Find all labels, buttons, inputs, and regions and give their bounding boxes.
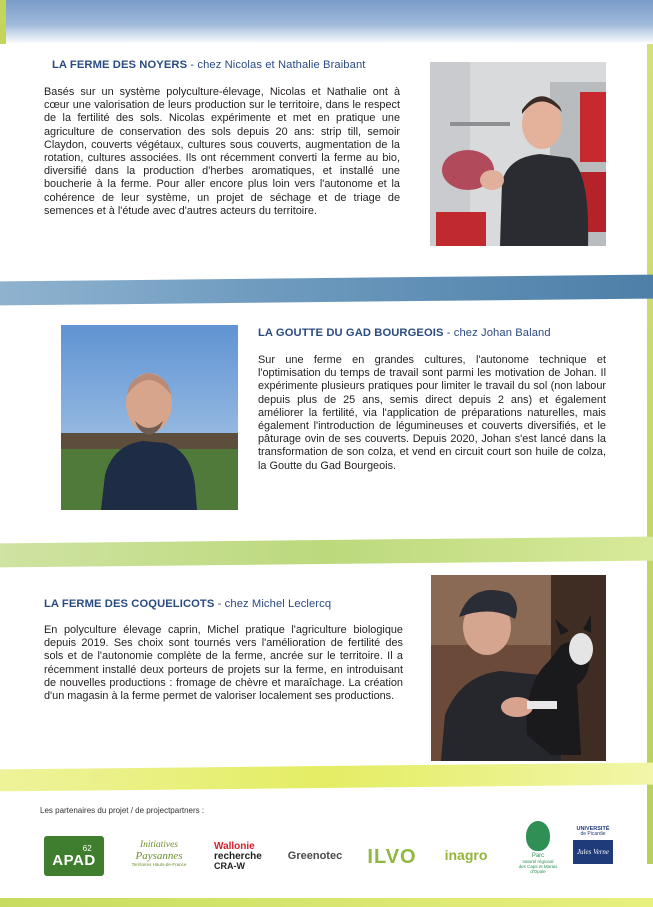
- section-3-title: [44, 598, 331, 610]
- univ-logo-line1: UNIVERSITÉ: [576, 826, 610, 833]
- farmer-goat-photo-icon: [431, 575, 606, 761]
- section-1-text: Basés sur un système polyculture-élevage, Nicolas et Nathalie ont à cœur une valorisation de leurs production sur le territoire, dans le respect de la fertilité des sols. Nicolas expérimente et met en pratique une agriculture de conservation des sols depuis 20 ans: strip till, semoir Claydon, couverts végétaux, cultures sous couverts, augmentation de la rotation, cultures associées. Ils ont récemment converti la ferme au bio, diversifié dans la production d'herbes aromatiques, et installé une boucherie à la ferme. Pour aller encore plus loin vers l'autonome et la cohérence de leur système, un projet de séchage et de triage de semences et à l'étude avec d'autres acteurs du territoire.: [44, 86, 400, 217]
- greenotec-logo-text: Greenotec: [287, 850, 343, 862]
- ilvo-logo: [360, 840, 424, 874]
- parc-logo-line1: Parc: [531, 853, 545, 860]
- univ-logo-line2: de Picardie: [580, 831, 606, 838]
- apad-logo-text: [52, 845, 95, 868]
- initiatives-logo-line1: Initiatives: [140, 839, 178, 850]
- section-1-people: Nicolas et Nathalie Braibant: [224, 59, 366, 71]
- univ-logo-line3: Jules Verne: [573, 840, 613, 864]
- parc-leaf-icon: [526, 821, 550, 851]
- section-3-text: En polyculture élevage caprin, Michel pratique l'agriculture biologique depuis 2019. Ses choix sont tournés vers l'amélioration de fertilité des sols et de l'autonomie complète de la ferme, ancrée sur le territoire. Il a récemment installé deux porteurs de projets sur la ferme, en introduisant de nouvelles productions : fromage de chèvre et maraîchage. La création d'un magasin à la ferme permet de valoriser localement ses productions.: [44, 624, 403, 703]
- initiatives-logo-line2: Paysannes: [135, 850, 183, 862]
- apad-logo-name: APAD: [52, 851, 96, 869]
- bottom-band: [0, 898, 653, 907]
- section-1-photo: [430, 62, 606, 246]
- section-2-photo: [61, 325, 238, 510]
- farmer-field-photo-icon: [61, 325, 238, 510]
- initiatives-logo-line3: Territoires Hauts-de-France: [131, 862, 187, 868]
- section-2-title: [258, 327, 551, 339]
- greenotec-logo: [284, 846, 346, 866]
- blue-divider-band: [0, 275, 653, 306]
- wallonie-logo-line2: recherche: [214, 850, 262, 862]
- top-banner: [0, 0, 653, 44]
- green-divider-band: [0, 537, 653, 568]
- section-2-people: Johan Baland: [481, 327, 551, 339]
- parc-naturel-logo: [512, 812, 564, 884]
- partners-label: Les partenaires du projet / de projectpartners :: [40, 806, 205, 815]
- section-2-farm-name: LA GOUTTE DU GAD BOURGEOIS: [258, 327, 444, 339]
- section-3-photo: [431, 575, 606, 761]
- section-1-separator: - chez: [187, 59, 225, 71]
- section-3-separator: - chez: [214, 598, 252, 610]
- section-1-title: [52, 59, 365, 71]
- apad-logo: [44, 836, 104, 876]
- wallonie-logo-line1: Wallonie: [214, 840, 255, 852]
- section-3-people: Michel Leclercq: [251, 598, 332, 610]
- wallonie-logo-line3: CRA-W: [214, 860, 245, 871]
- universite-picardie-logo: [572, 822, 614, 868]
- parc-logo-line2: naturel régional: [522, 858, 554, 864]
- top-accent-strip: [0, 0, 6, 44]
- apad-logo-number: 62: [82, 843, 92, 853]
- parc-logo-line3: des Caps et Marais d'Opale: [518, 863, 558, 874]
- yellow-divider-band: [0, 763, 653, 792]
- right-edge-accent: [647, 44, 653, 864]
- wallonie-recherche-logo: [214, 838, 282, 874]
- initiatives-paysannes-logo: [118, 832, 200, 876]
- section-1-farm-name: LA FERME DES NOYERS: [52, 59, 188, 71]
- farmer-butcher-photo-icon: [430, 62, 606, 246]
- ilvo-logo-text: ILVO: [367, 845, 417, 868]
- inagro-logo-text: inagro: [444, 847, 488, 863]
- section-2-separator: - chez: [443, 327, 482, 339]
- section-2-text: Sur une ferme en grandes cultures, l'autonome technique et l'optimisation du temps de travail sont parmi les motivation de Johan. Il expérimente plusieurs pratiques pour limiter le travail du sol (non labour depuis plus de 25 ans, semis direct depuis 2 ans) et également améliorer la fertilité, via l'application de préparations naturelles, mais également l'introduction de légumineuses et couverts diversifiés, et le pâturage ovin de ses couverts. Depuis 2020, Johan s'est lancé dans la transformation de son colza, et vend en circuit court son huile de colza, la Goutte du Gad Bourgeois.: [258, 354, 606, 472]
- inagro-logo: [434, 842, 498, 868]
- section-3-farm-name: LA FERME DES COQUELICOTS: [44, 598, 215, 610]
